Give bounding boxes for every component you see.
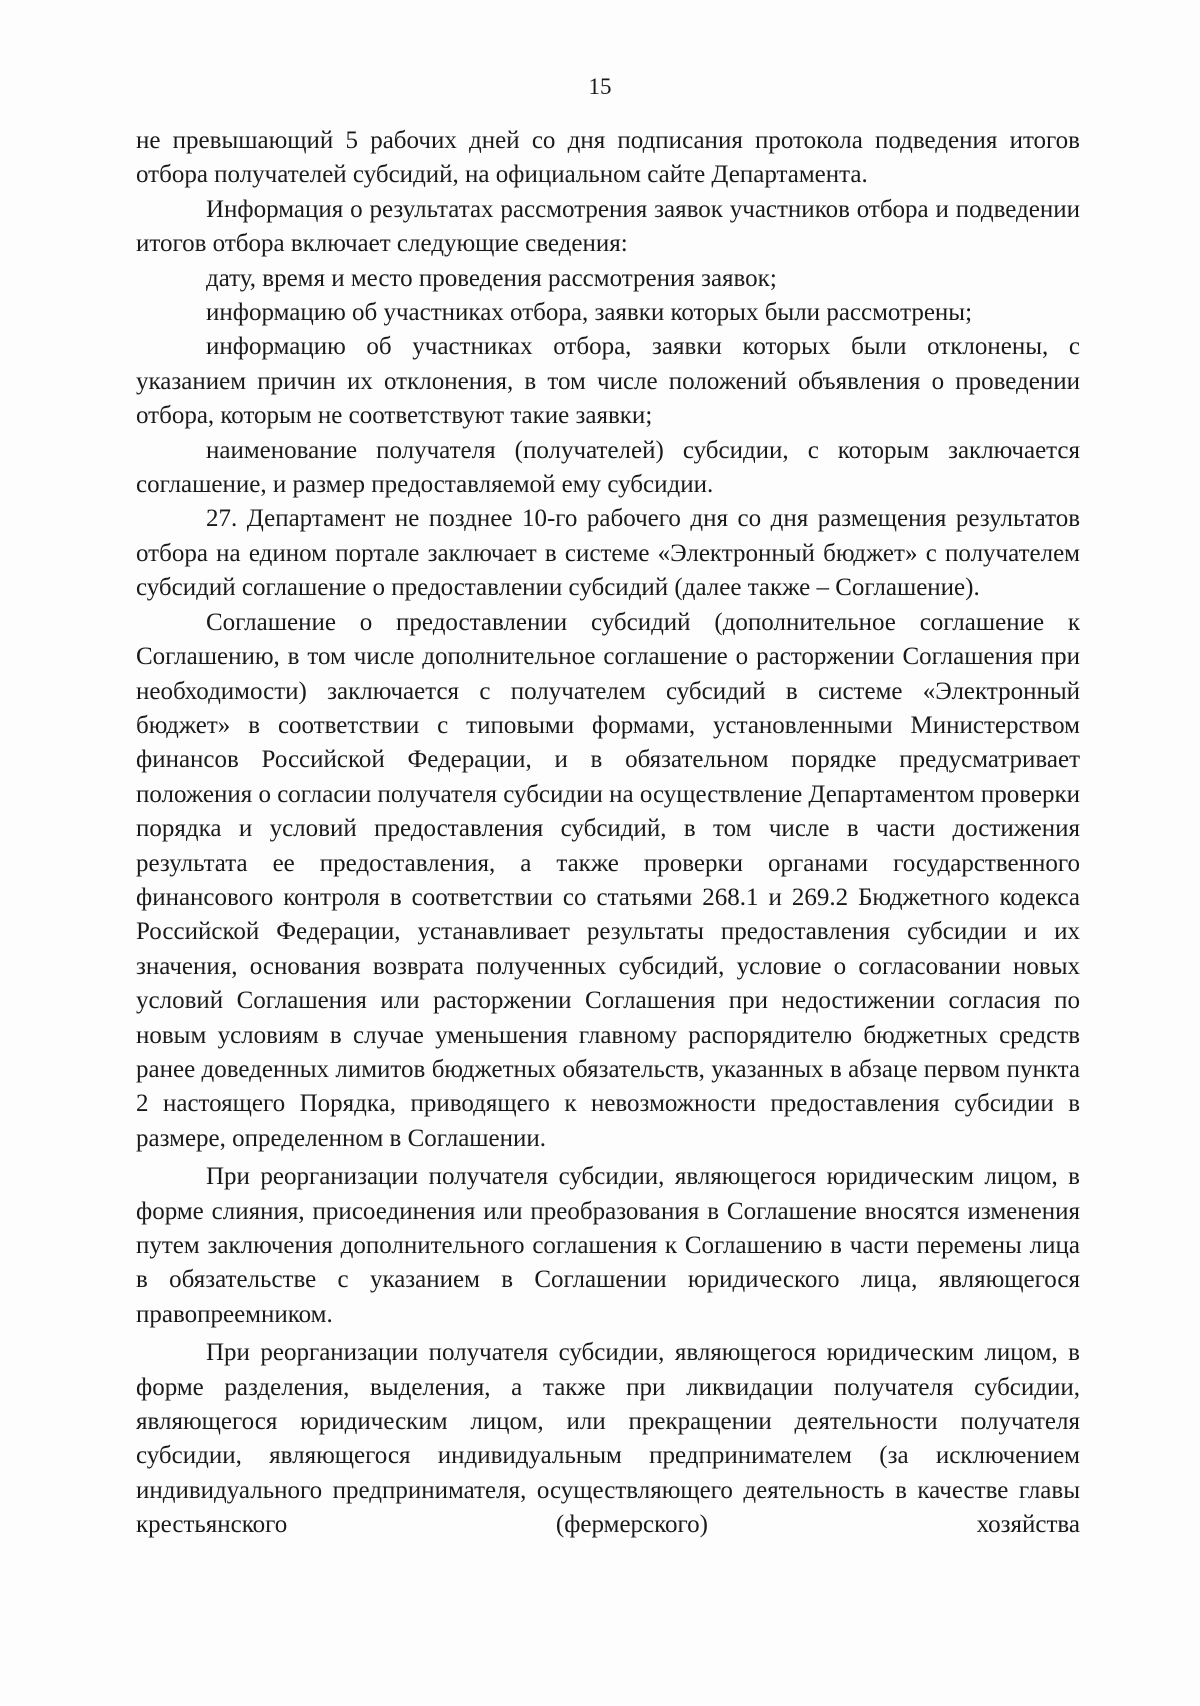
paragraph: При реорганизации получателя субсидии, являющегося юридическим лицом, в форме слияния, присоединения или преобразования в Соглашение вносятся изменения путем заключения дополнительного соглашения к Соглашению в части перемены лица в обязательстве с указанием в Соглашении юридического лица, являющегося правопреемником. [136, 1163, 1080, 1328]
list-item: дату, время и место проведения рассмотрения заявок; [206, 264, 777, 292]
page-number: 15 [588, 74, 612, 99]
list-item: информацию об участниках отбора, заявки которых были рассмотрены; [206, 299, 973, 327]
paragraph: не превышающий 5 рабочих дней со дня подписания протокола подведения итогов отбора получателей субсидий, на официальном сайте Департамента. [136, 127, 1080, 189]
paragraph: При реорганизации получателя субсидии, являющегося юридическим лицом, в форме разделения, выделения, а также при ликвидации получателя субсидии, являющегося юридическим лицом, или прекращении деятельности получателя субсидии, являющегося индивидуальным предпринимателем (за исключением индивидуального предпринимателя, осуществляющего деятельность в качестве главы крестьянского (фермерского) хозяйства [136, 1339, 1080, 1539]
list-item: информацию об участниках отбора, заявки которых были отклонены, с указанием причин их отклонения, в том числе положений объявления о проведении отбора, которым не соответствуют такие заявки; [136, 333, 1080, 430]
document-body [136, 124, 1080, 1543]
paragraph: 27. Департамент не позднее 10-го рабочего дня со дня размещения результатов отбора на едином портале заключает в системе «Электронный бюджет» с получателем субсидий соглашение о предоставлении субсидий (далее также – Соглашение). [136, 505, 1080, 602]
paragraph: Соглашение о предоставлении субсидий (дополнительное соглашение к Соглашению, в том числе дополнительное соглашение о расторжении Соглашения при необходимости) заключается с получателем субсидий в системе «Электронный бюджет» в соответствии с типовыми формами, установленными Министерством финансов Российской Федерации, и в обязательном порядке предусматривает положения о согласии получателя субсидии на осуществление Департаментом проверки порядка и условий предоставления субсидий, в том числе в части достижения результата ее предоставления, а также проверки органами государственного финансового контроля в соответствии со статьями 268.1 и 269.2 Бюджетного кодекса Российской Федерации, устанавливает результаты предоставления субсидии и их значения, основания возврата полученных субсидий, условие о согласовании новых условий Соглашения или расторжении Соглашения при недостижении согласия по новым условиям в случае уменьшения главному распорядителю бюджетных средств ранее доведенных лимитов бюджетных обязательств, указанных в абзаце первом пункта 2 настоящего Порядка, приводящего к невозможности предоставления субсидии в размере, определенном в Соглашении. [136, 608, 1080, 1152]
paragraph: Информация о результатах рассмотрения заявок участников отбора и подведении итогов отбора включает следующие сведения: [136, 195, 1080, 258]
list-item: наименование получателя (получателей) субсидии, с которым заключается соглашение, и размер предоставляемой ему субсидии. [136, 436, 1080, 499]
